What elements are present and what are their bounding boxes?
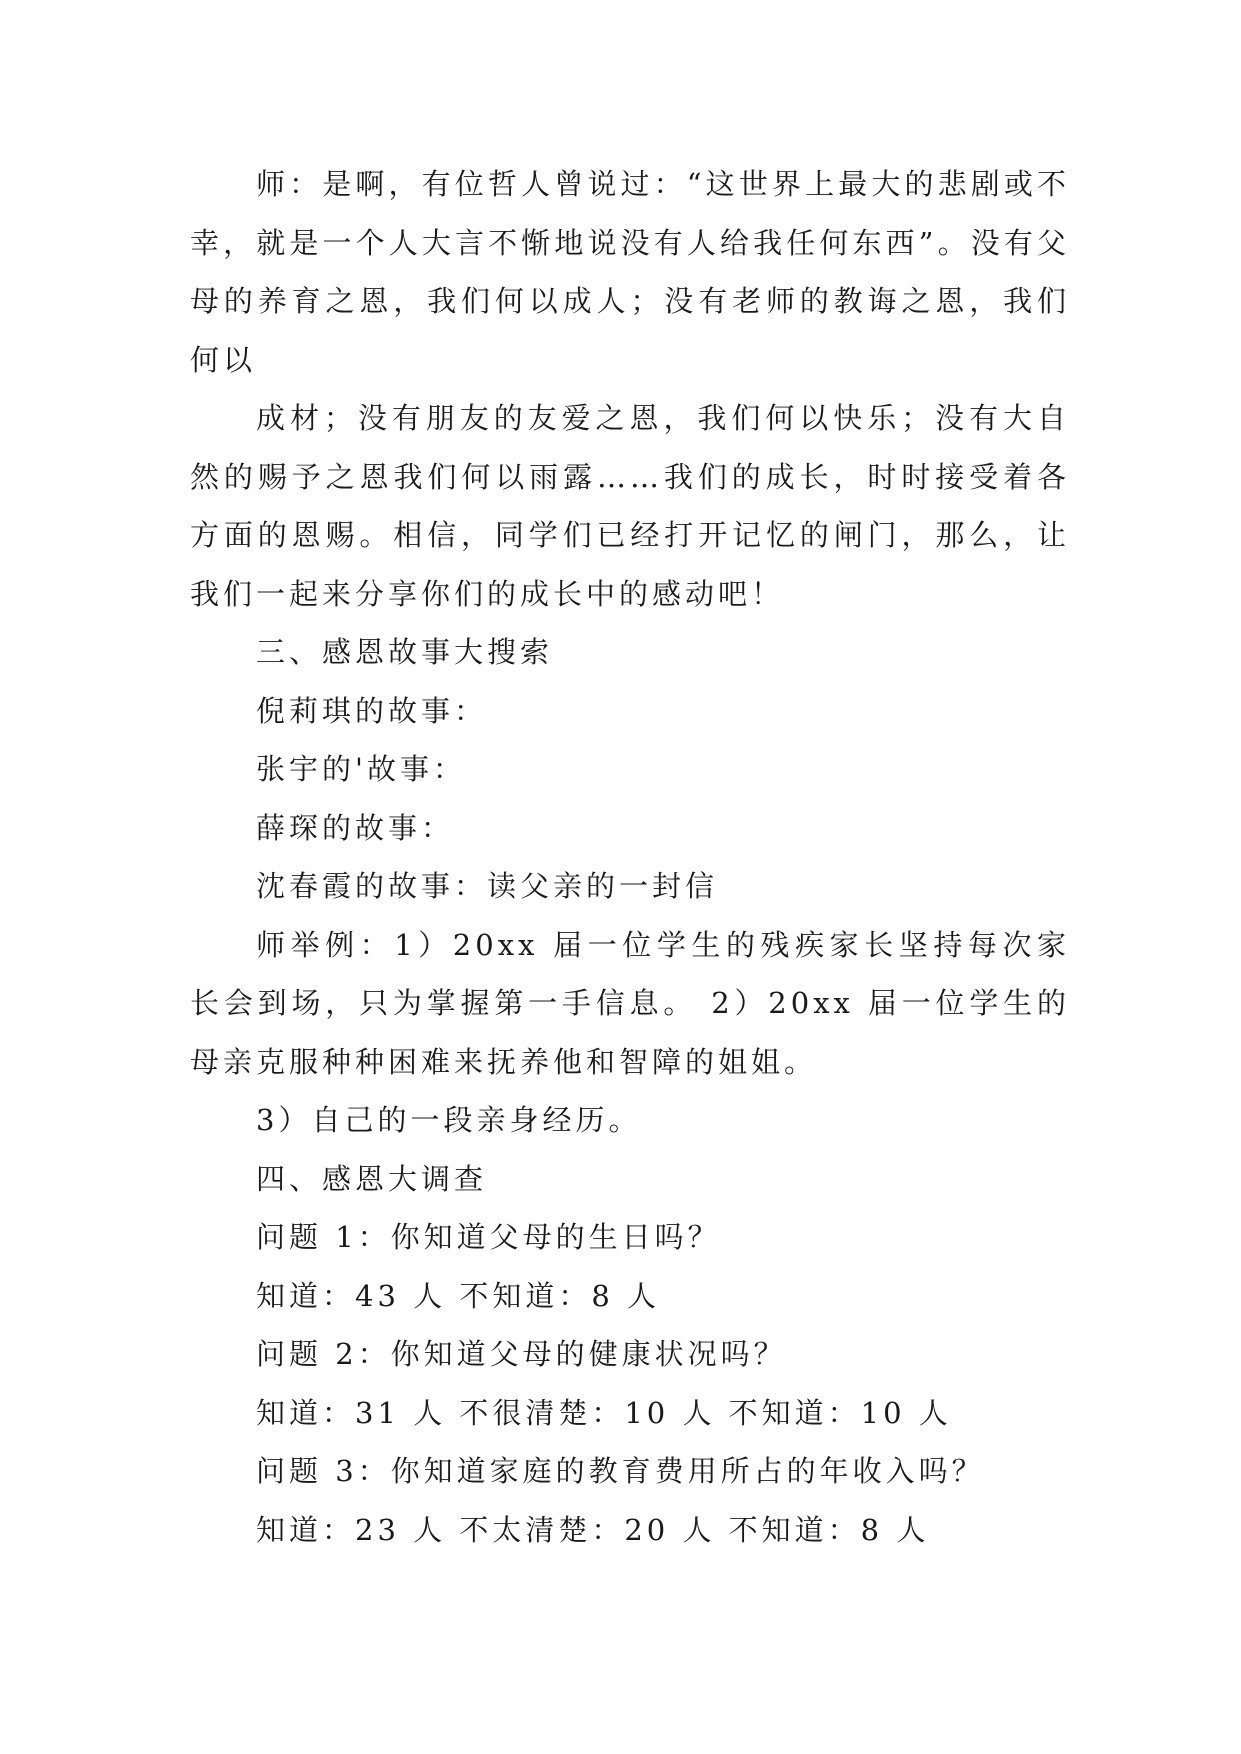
section-heading-gratitude-stories: 三、感恩故事大搜索 xyxy=(256,635,554,669)
survey-answer: 知道：23 人 不太清楚：20 人 不知道：8 人 xyxy=(256,1512,930,1547)
survey-answer: 知道：43 人 不知道：8 人 xyxy=(256,1278,661,1313)
paragraph-teacher-example-3: 3）自己的一段亲身经历。 xyxy=(256,1103,642,1137)
story-item: 薛琛的故事： xyxy=(256,810,455,845)
section-heading-survey: 四、感恩大调查 xyxy=(256,1161,488,1196)
story-item: 沈春霞的故事：读父亲的一封信 xyxy=(256,869,719,903)
paragraph-teacher-examples: 师举例：1）20xx 届一位学生的残疾家长坚持每次家长会到场，只为掌握第一手信息。 2）20xx 届一位学生的母亲克服种种困难来抚养他和智障的姐姐。 xyxy=(190,927,1070,1079)
survey-question: 问题 1：你知道父母的生日吗？ xyxy=(256,1220,721,1254)
paragraph-teacher-quote: 师：是啊，有位哲人曾说过：“这世界上最大的悲剧或不幸，就是一个人大言不惭地说没有人给我任何东西”。没有父母的养育之恩，我们何以成人；没有老师的教诲之恩，我们何以 xyxy=(190,167,1070,377)
document-body xyxy=(190,155,1070,1559)
survey-answer: 知道：31 人 不很清楚：10 人 不知道：10 人 xyxy=(256,1395,952,1430)
story-item: 张宇的'故事： xyxy=(256,752,466,786)
survey-question: 问题 2：你知道父母的健康状况吗？ xyxy=(256,1337,787,1371)
survey-question: 问题 3：你知道家庭的教育费用所占的年收入吗？ xyxy=(256,1454,985,1488)
story-item: 倪莉琪的故事： xyxy=(256,693,488,728)
paragraph-teacher-quote-continued: 成材；没有朋友的友爱之恩，我们何以快乐；没有大自然的赐予之恩我们何以雨露……我们的成长，时时接受着各方面的恩赐。相信，同学们已经打开记忆的闸门，那么，让我们一起来分享你们的成长中的感动吧！ xyxy=(190,401,1070,611)
